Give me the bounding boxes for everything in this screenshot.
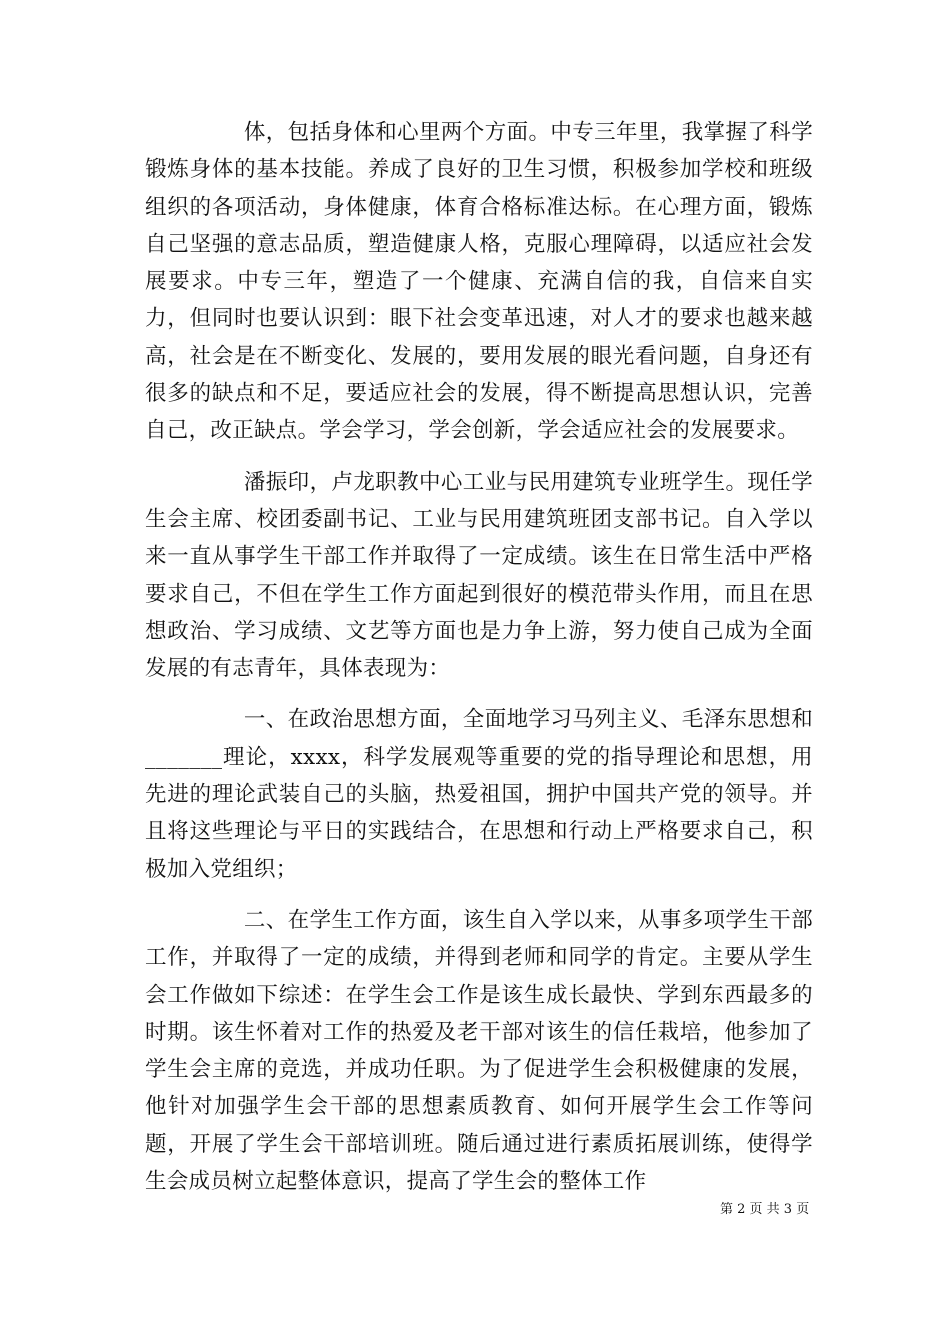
document-body (145, 114, 813, 1214)
page-footer: 第 2 页 共 3 页 (720, 1202, 810, 1217)
paragraph-student-work: 二、在学生工作方面，该生自入学以来，从事多项学生干部工作，并取得了一定的成绩，并得到老师和同学的肯定。主要从学生会工作做如下综述：在学生会工作是该生成长最快、学到东西最多的时期。该生怀着对工作的热爱及老干部对该生的信任栽培，他参加了学生会主席的竞选，并成功任职。为了促进学生会积极健康的发展，他针对加强学生会干部的思想素质教育、如何开展学生会工作等问题，开展了学生会干部培训班。随后通过进行素质拓展训练，使得学生会成员树立起整体意识，提高了学生会的整体工作 (145, 907, 813, 1195)
paragraph-political-thought: 一、在政治思想方面，全面地学习马列主义、毛泽东思想和_______理论，xxxx，科学发展观等重要的党的指导理论和思想，用先进的理论武装自己的头脑，热爱祖国，拥护中国共产党的领导。并且将这些理论与平日的实践结合，在思想和行动上严格要求自己，积极加入党组织； (145, 707, 813, 882)
paragraph-health: 体，包括身体和心里两个方面。中专三年里，我掌握了科学锻炼身体的基本技能。养成了良好的卫生习惯，积极参加学校和班级组织的各项活动，身体健康，体育合格标准达标。在心理方面，锻炼自己坚强的意志品质，塑造健康人格，克服心理障碍，以适应社会发展要求。中专三年，塑造了一个健康、充满自信的我，自信来自实力，但同时也要认识到：眼下社会变革迅速，对人才的要求也越来越高，社会是在不断变化、发展的，要用发展的眼光看问题，自身还有很多的缺点和不足，要适应社会的发展，得不断提高思想认识，完善自己，改正缺点。学会学习，学会创新，学会适应社会的发展要求。 (145, 120, 813, 444)
paragraph-student-intro: 潘振印，卢龙职教中心工业与民用建筑专业班学生。现任学生会主席、校团委副书记、工业与民用建筑班团支部书记。自入学以来一直从事学生干部工作并取得了一定成绩。该生在日常生活中严格要求自己，不但在学生工作方面起到很好的模范带头作用，而且在思想政治、学习成绩、文艺等方面也是力争上游，努力使自己成为全面发展的有志青年，具体表现为： (145, 469, 813, 682)
